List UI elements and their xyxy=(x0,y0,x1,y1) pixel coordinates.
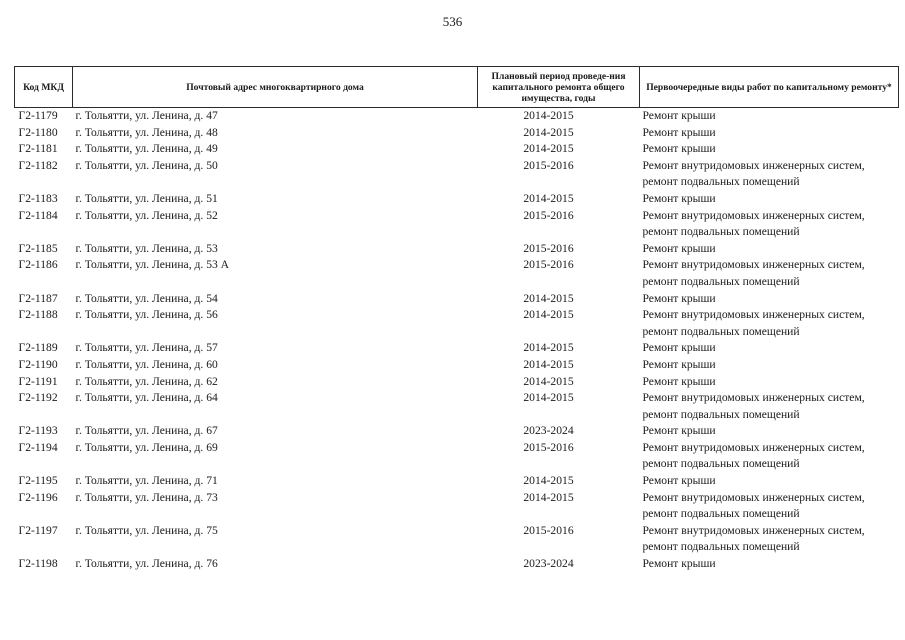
work-item: ремонт подвальных помещений xyxy=(642,407,800,421)
work-item: Ремонт крыши xyxy=(642,474,716,488)
table-row xyxy=(15,556,899,573)
cell-works xyxy=(640,340,899,357)
cell-address: г. Тольятти, ул. Ленина, д. 52 xyxy=(75,208,218,222)
header-row xyxy=(15,67,899,108)
cell-address: г. Тольятти, ул. Ленина, д. 73 xyxy=(75,490,218,504)
work-item: Ремонт внутридомовых инженерных систем, xyxy=(642,158,865,172)
work-item: Ремонт крыши xyxy=(642,291,716,305)
cell-code: Г2-1186 xyxy=(18,258,58,272)
work-item: Ремонт внутридомовых инженерных систем, xyxy=(642,440,865,454)
work-item: Ремонт внутридомовых инженерных систем, xyxy=(642,308,865,322)
cell-address: г. Тольятти, ул. Ленина, д. 71 xyxy=(75,474,218,488)
cell-code: Г2-1191 xyxy=(18,374,58,388)
cell-address: г. Тольятти, ул. Ленина, д. 57 xyxy=(75,341,218,355)
table-row xyxy=(15,291,899,308)
cell-period: 2014-2015 xyxy=(523,191,574,205)
work-item: ремонт подвальных помещений xyxy=(642,274,800,288)
table-row xyxy=(15,357,899,374)
work-item: ремонт подвальных помещений xyxy=(642,507,800,521)
cell-address: г. Тольятти, ул. Ленина, д. 64 xyxy=(75,391,218,405)
cell-code: Г2-1198 xyxy=(18,557,58,571)
table-row xyxy=(15,490,899,523)
cell-code: Г2-1193 xyxy=(18,424,58,438)
cell-period: 2014-2015 xyxy=(523,125,574,139)
work-item: Ремонт крыши xyxy=(642,357,716,371)
work-item: Ремонт крыши xyxy=(642,341,716,355)
table-row xyxy=(15,473,899,490)
header-works: Первоочередные виды работ по капитальному ремонту* xyxy=(640,67,899,108)
cell-code: Г2-1187 xyxy=(18,291,58,305)
table-row xyxy=(15,257,899,290)
header-address: Почтовый адрес многоквартирного дома xyxy=(73,67,478,108)
cell-works xyxy=(640,125,899,142)
cell-period: 2014-2015 xyxy=(523,391,574,405)
cell-works xyxy=(640,291,899,308)
cell-address: г. Тольятти, ул. Ленина, д. 51 xyxy=(75,191,218,205)
table-row xyxy=(15,307,899,340)
cell-address: г. Тольятти, ул. Ленина, д. 53 А xyxy=(75,258,230,272)
cell-code: Г2-1183 xyxy=(18,191,58,205)
cell-code: Г2-1179 xyxy=(18,109,58,122)
cell-address: г. Тольятти, ул. Ленина, д. 49 xyxy=(75,142,218,156)
cell-code: Г2-1184 xyxy=(18,208,58,222)
header-period: Плановый период проведе-ния капитального ремонта общего имущества, годы xyxy=(478,67,640,108)
work-item: ремонт подвальных помещений xyxy=(642,225,800,239)
cell-code: Г2-1188 xyxy=(18,308,58,322)
cell-period: 2014-2015 xyxy=(523,474,574,488)
work-item: Ремонт крыши xyxy=(642,142,716,156)
cell-period: 2014-2015 xyxy=(523,291,574,305)
table-row xyxy=(15,241,899,258)
work-item: ремонт подвальных помещений xyxy=(642,175,800,189)
cell-code: Г2-1197 xyxy=(18,523,58,537)
page-number: 536 xyxy=(442,14,463,29)
cell-works xyxy=(640,141,899,158)
table-row xyxy=(15,125,899,142)
cell-works xyxy=(640,191,899,208)
cell-works xyxy=(640,390,899,423)
cell-address: г. Тольятти, ул. Ленина, д. 60 xyxy=(75,357,218,371)
cell-works xyxy=(640,357,899,374)
cell-works xyxy=(640,473,899,490)
cell-period: 2015-2016 xyxy=(523,241,574,255)
cell-period: 2015-2016 xyxy=(523,208,574,222)
cell-code: Г2-1182 xyxy=(18,158,58,172)
table-row xyxy=(15,108,899,125)
cell-works xyxy=(640,257,899,290)
table-row xyxy=(15,191,899,208)
work-item: Ремонт крыши xyxy=(642,109,716,122)
table-row xyxy=(15,374,899,391)
cell-address: г. Тольятти, ул. Ленина, д. 50 xyxy=(75,158,218,172)
cell-code: Г2-1181 xyxy=(18,142,58,156)
table-row xyxy=(15,440,899,473)
cell-address: г. Тольятти, ул. Ленина, д. 75 xyxy=(75,523,218,537)
cell-address: г. Тольятти, ул. Ленина, д. 69 xyxy=(75,440,218,454)
cell-address: г. Тольятти, ул. Ленина, д. 76 xyxy=(75,557,218,571)
work-item: Ремонт внутридомовых инженерных систем, xyxy=(642,391,865,405)
cell-works xyxy=(640,307,899,340)
cell-code: Г2-1180 xyxy=(18,125,58,139)
cell-period: 2023-2024 xyxy=(523,557,574,571)
cell-address: г. Тольятти, ул. Ленина, д. 67 xyxy=(75,424,218,438)
work-item: Ремонт крыши xyxy=(642,557,716,571)
cell-period: 2014-2015 xyxy=(523,341,574,355)
table-row xyxy=(15,390,899,423)
cell-code: Г2-1190 xyxy=(18,357,58,371)
table-row xyxy=(15,208,899,241)
cell-period: 2014-2015 xyxy=(523,374,574,388)
table-row xyxy=(15,340,899,357)
work-item: Ремонт внутридомовых инженерных систем, xyxy=(642,208,865,222)
cell-works xyxy=(640,208,899,241)
table-body xyxy=(15,108,899,573)
work-item: ремонт подвальных помещений xyxy=(642,540,800,554)
work-item: ремонт подвальных помещений xyxy=(642,324,800,338)
cell-address: г. Тольятти, ул. Ленина, д. 54 xyxy=(75,291,218,305)
table-row xyxy=(15,523,899,556)
work-item: Ремонт внутридомовых инженерных систем, xyxy=(642,490,865,504)
cell-address: г. Тольятти, ул. Ленина, д. 48 xyxy=(75,125,218,139)
work-item: Ремонт внутридомовых инженерных систем, xyxy=(642,258,865,272)
capital-repair-table xyxy=(14,66,899,573)
cell-works xyxy=(640,158,899,191)
table-row xyxy=(15,423,899,440)
cell-code: Г2-1185 xyxy=(18,241,58,255)
work-item: Ремонт крыши xyxy=(642,125,716,139)
work-item: Ремонт крыши xyxy=(642,374,716,388)
table-row xyxy=(15,141,899,158)
cell-period: 2015-2016 xyxy=(523,440,574,454)
work-item: Ремонт крыши xyxy=(642,191,716,205)
cell-works xyxy=(640,108,899,125)
cell-works xyxy=(640,523,899,556)
cell-period: 2014-2015 xyxy=(523,109,574,122)
work-item: Ремонт внутридомовых инженерных систем, xyxy=(642,523,865,537)
cell-period: 2014-2015 xyxy=(523,490,574,504)
cell-period: 2015-2016 xyxy=(523,258,574,272)
cell-works xyxy=(640,556,899,573)
work-item: Ремонт крыши xyxy=(642,241,716,255)
cell-address: г. Тольятти, ул. Ленина, д. 56 xyxy=(75,308,218,322)
cell-works xyxy=(640,423,899,440)
cell-works xyxy=(640,490,899,523)
cell-code: Г2-1189 xyxy=(18,341,58,355)
cell-period: 2014-2015 xyxy=(523,357,574,371)
cell-period: 2015-2016 xyxy=(523,158,574,172)
cell-code: Г2-1192 xyxy=(18,391,58,405)
cell-address: г. Тольятти, ул. Ленина, д. 62 xyxy=(75,374,218,388)
cell-address: г. Тольятти, ул. Ленина, д. 53 xyxy=(75,241,218,255)
work-item: Ремонт крыши xyxy=(642,424,716,438)
cell-period: 2014-2015 xyxy=(523,142,574,156)
cell-works xyxy=(640,241,899,258)
table-header xyxy=(15,67,899,108)
cell-period: 2014-2015 xyxy=(523,308,574,322)
cell-works xyxy=(640,374,899,391)
work-item: ремонт подвальных помещений xyxy=(642,457,800,471)
header-code: Код МКД xyxy=(15,67,73,108)
cell-address: г. Тольятти, ул. Ленина, д. 47 xyxy=(75,109,218,122)
cell-works xyxy=(640,440,899,473)
cell-period: 2023-2024 xyxy=(523,424,574,438)
cell-code: Г2-1195 xyxy=(18,474,58,488)
cell-code: Г2-1194 xyxy=(18,440,58,454)
cell-code: Г2-1196 xyxy=(18,490,58,504)
table-row xyxy=(15,158,899,191)
cell-period: 2015-2016 xyxy=(523,523,574,537)
